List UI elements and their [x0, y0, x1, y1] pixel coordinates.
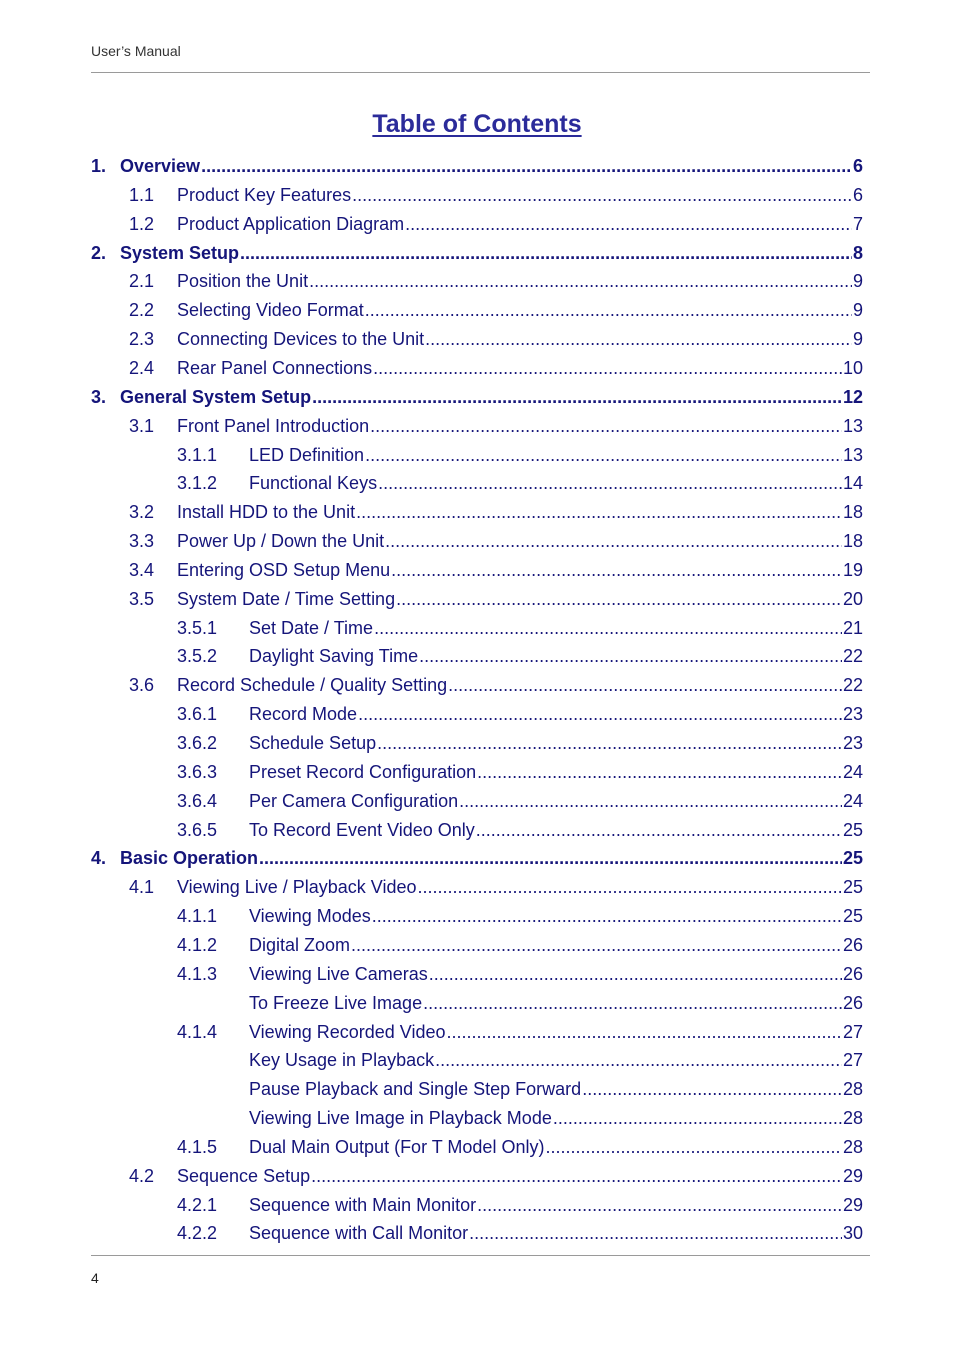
toc-entry[interactable]: [177, 1022, 863, 1050]
toc-entry-title: Daylight Saving Time: [249, 646, 419, 667]
toc-entry-number: 3.5.2: [177, 646, 218, 667]
dot-leader: [423, 993, 842, 1014]
toc-entry-number: 2.3: [129, 329, 155, 350]
page-number: 4: [91, 1270, 99, 1286]
dot-leader: [391, 560, 842, 581]
footer-rule: [91, 1255, 870, 1256]
dot-leader: [582, 1079, 842, 1100]
dot-leader: [378, 473, 842, 494]
toc-entry[interactable]: [177, 762, 863, 790]
toc-entry[interactable]: [177, 820, 863, 848]
toc-entry-page: 25: [842, 848, 863, 869]
toc-entry[interactable]: [177, 704, 863, 732]
toc-entry[interactable]: [177, 906, 863, 934]
toc-entry-title: LED Definition: [249, 444, 365, 465]
toc-entry-number: 3.1.1: [177, 444, 218, 465]
toc-entry-page: 14: [842, 473, 863, 494]
toc-entry-title: Front Panel Introduction: [177, 415, 370, 436]
toc-entry-title: Sequence Setup: [177, 1165, 311, 1186]
toc-entry-page: 22: [842, 675, 863, 696]
dot-leader: [309, 271, 852, 292]
toc-entry-page: 30: [842, 1223, 863, 1244]
toc-entry-title: Digital Zoom: [249, 934, 351, 955]
toc-entry-number: 3.3: [129, 531, 155, 552]
toc-entry-number: 4.1.5: [177, 1136, 218, 1157]
toc-entry-title: Schedule Setup: [249, 733, 377, 753]
toc-entry[interactable]: [177, 935, 863, 963]
dot-leader: [385, 531, 842, 552]
toc-entry-page: 25: [842, 877, 863, 898]
toc-entry[interactable]: [91, 156, 863, 184]
dot-leader: [469, 1223, 842, 1244]
toc-entry-number: 3.6.3: [177, 761, 218, 782]
toc-entry-title: Install HDD to the Unit: [177, 502, 356, 523]
toc-entry-number: 1.1: [129, 184, 155, 205]
toc-entry-page: 13: [842, 415, 863, 436]
toc-entry-title: Overview: [120, 156, 201, 176]
toc-entry[interactable]: [177, 1223, 863, 1251]
toc-entry-page: 28: [842, 1079, 863, 1100]
toc-entry-title: Record Schedule / Quality Setting: [177, 675, 448, 696]
toc-entry-page: 23: [842, 733, 863, 753]
toc-entry-number: 4.1.1: [177, 906, 218, 927]
dot-leader: [477, 762, 842, 783]
dot-leader: [476, 820, 842, 841]
toc-entry-title: Basic Operation: [120, 848, 259, 869]
toc-entry[interactable]: [129, 300, 863, 328]
toc-entry-number: 4.: [91, 848, 107, 869]
toc-entry-number: 3.6.2: [177, 733, 218, 753]
toc-entry-title: General System Setup: [120, 386, 312, 407]
toc-entry-page: 28: [842, 1108, 863, 1129]
dot-leader: [311, 1166, 842, 1187]
toc-entry-title: Viewing Live Cameras: [249, 963, 428, 984]
page-title: Table of Contents: [372, 110, 582, 138]
dot-leader: [356, 502, 842, 523]
toc-entry-title: Set Date / Time: [249, 617, 374, 638]
toc-entry-page: 18: [842, 531, 863, 552]
dot-leader: [370, 416, 842, 437]
toc-entry-page: 29: [842, 1194, 863, 1215]
toc-entry-number: 3.6.5: [177, 819, 218, 840]
dot-leader: [240, 243, 852, 264]
toc-entry-number: 4.2.2: [177, 1223, 218, 1244]
dot-leader: [459, 791, 842, 812]
toc-entry-page: 9: [852, 271, 863, 292]
dot-leader: [425, 329, 852, 350]
toc-entry-page: 10: [842, 357, 863, 378]
toc-entry[interactable]: [129, 589, 863, 617]
dot-leader: [351, 935, 842, 956]
toc-entry-number: 2.4: [129, 357, 155, 378]
toc-entry[interactable]: [177, 993, 863, 1021]
toc-entry-number: 4.1.4: [177, 1021, 218, 1042]
toc-entry-page: 26: [842, 992, 863, 1013]
header-rule: [91, 72, 870, 73]
toc-entry-title: Product Key Features: [177, 184, 352, 205]
toc-entry-page: 13: [842, 444, 863, 465]
toc-entry[interactable]: [177, 1108, 863, 1136]
toc-entry-title: Product Application Diagram: [177, 213, 405, 234]
dot-leader: [352, 185, 852, 206]
dot-leader: [417, 877, 841, 898]
toc-entry-title: System Setup: [120, 242, 240, 263]
toc-entry-number: 1.: [91, 156, 107, 176]
toc-entry-page: 19: [842, 559, 863, 580]
toc-entry-number: 3.5: [129, 588, 155, 609]
toc-entry[interactable]: [177, 1195, 863, 1223]
toc-entry-title: Viewing Live Image in Playback Mode: [249, 1108, 552, 1129]
toc-entry[interactable]: [177, 646, 863, 674]
dot-leader: [377, 733, 842, 754]
toc-entry[interactable]: [129, 271, 863, 299]
dot-leader: [396, 589, 842, 610]
toc-entry-number: 3.6.4: [177, 790, 218, 811]
toc-entry-page: 21: [842, 617, 863, 638]
dot-leader: [312, 387, 842, 408]
toc-entry-page: 27: [842, 1050, 863, 1071]
toc-entry-title: Preset Record Configuration: [249, 761, 477, 782]
toc-entry-title: Entering OSD Setup Menu: [177, 559, 391, 580]
dot-leader: [419, 646, 842, 667]
dot-leader: [435, 1050, 842, 1071]
toc-entry-number: 4.1.2: [177, 934, 218, 955]
toc-entry-title: Per Camera Configuration: [249, 790, 459, 811]
dot-leader: [405, 214, 852, 235]
toc-entry-page: 18: [842, 502, 863, 523]
toc-entry[interactable]: [129, 502, 863, 530]
toc-entry-page: 7: [852, 213, 863, 234]
dot-leader: [372, 906, 842, 927]
toc-entry-number: 4.2: [129, 1165, 155, 1186]
toc-entry-page: 6: [852, 184, 863, 205]
dot-leader: [374, 618, 842, 639]
toc-entry-number: 4.1.3: [177, 963, 218, 984]
toc-entry-number: 3.6.1: [177, 704, 218, 725]
toc-entry-number: 4.2.1: [177, 1194, 218, 1215]
toc-entry[interactable]: [129, 560, 863, 588]
toc-entry-title: Connecting Devices to the Unit: [177, 329, 425, 350]
toc-entry[interactable]: [129, 214, 863, 242]
toc-entry-page: 25: [842, 819, 863, 840]
toc-entry-number: 3.1.2: [177, 473, 218, 494]
toc-entry-title: Key Usage in Playback: [249, 1050, 435, 1071]
toc-entry-page: 12: [842, 386, 863, 407]
toc-entry-page: 26: [842, 934, 863, 955]
toc-entry[interactable]: [177, 445, 863, 473]
toc-entry[interactable]: [177, 1137, 863, 1165]
toc-entry-page: 9: [852, 329, 863, 350]
toc-entry-number: 4.1: [129, 877, 155, 898]
toc-entry-page: 6: [852, 156, 863, 176]
toc-entry-title: System Date / Time Setting: [177, 588, 396, 609]
toc-entry-number: 3.1: [129, 415, 155, 436]
toc-entry[interactable]: [129, 531, 863, 559]
toc-entry-page: 28: [842, 1136, 863, 1157]
toc-entry-page: 24: [842, 761, 863, 782]
toc-entry-title: Sequence with Main Monitor: [249, 1194, 477, 1215]
dot-leader: [429, 964, 842, 985]
toc-entry-page: 27: [842, 1021, 863, 1042]
toc-entry-title: Viewing Recorded Video: [249, 1021, 446, 1042]
dot-leader: [448, 675, 842, 696]
toc-entry-title: Pause Playback and Single Step Forward: [249, 1079, 582, 1100]
toc-entry[interactable]: [177, 791, 863, 819]
toc-entry-number: 3.4: [129, 559, 155, 580]
toc-entry-title: Viewing Modes: [249, 906, 371, 927]
dot-leader: [201, 156, 852, 177]
running-header: User’s Manual: [91, 43, 181, 59]
toc-entry-number: 2.1: [129, 271, 155, 292]
toc-entry-title: Rear Panel Connections: [177, 357, 373, 378]
toc-entry[interactable]: [129, 877, 863, 905]
dot-leader: [373, 358, 842, 379]
toc-entry[interactable]: [129, 185, 863, 213]
toc-entry[interactable]: [177, 1050, 863, 1078]
toc-entry-page: 29: [842, 1165, 863, 1186]
toc-entry-title: To Freeze Live Image: [249, 992, 423, 1013]
toc-entry-number: 3.2: [129, 502, 155, 523]
toc-entry[interactable]: [177, 1079, 863, 1107]
toc-entry-number: 3.5.1: [177, 617, 218, 638]
toc-entry[interactable]: [177, 473, 863, 501]
toc-entry[interactable]: [129, 1166, 863, 1194]
toc-entry-title: Viewing Live / Playback Video: [177, 877, 417, 898]
toc-entry[interactable]: [177, 618, 863, 646]
dot-leader: [365, 300, 852, 321]
toc-entry-number: 3.: [91, 386, 107, 407]
toc-entry-number: 1.2: [129, 213, 155, 234]
toc-entry-page: 24: [842, 790, 863, 811]
dot-leader: [477, 1195, 842, 1216]
toc-entry-title: To Record Event Video Only: [249, 819, 475, 840]
toc-entry-title: Dual Main Output (For T Model Only): [249, 1136, 545, 1157]
toc-entry[interactable]: [91, 387, 863, 415]
toc-entry-number: 2.2: [129, 300, 155, 321]
toc-entry-title: Functional Keys: [249, 473, 378, 494]
toc-entry-page: 9: [852, 300, 863, 321]
toc-entry-title: Selecting Video Format: [177, 300, 364, 321]
toc-entry-page: 26: [842, 963, 863, 984]
toc-entry[interactable]: [129, 329, 863, 357]
toc-entry[interactable]: [91, 848, 863, 876]
dot-leader: [358, 704, 842, 725]
dot-leader: [259, 848, 842, 869]
toc-entry[interactable]: [129, 358, 863, 386]
toc-entry[interactable]: [129, 675, 863, 703]
toc-entry[interactable]: [91, 243, 863, 271]
toc-entry-page: 25: [842, 906, 863, 927]
toc-entry-page: 8: [852, 242, 863, 263]
toc-entry-number: 2.: [91, 242, 107, 263]
dot-leader: [553, 1108, 842, 1129]
toc-entry-page: 20: [842, 588, 863, 609]
toc-entry-page: 22: [842, 646, 863, 667]
toc-entry[interactable]: [129, 416, 863, 444]
toc-entry-number: 3.6: [129, 675, 155, 696]
dot-leader: [365, 445, 842, 466]
toc-entry-title: Record Mode: [249, 704, 358, 725]
toc-entry[interactable]: [177, 964, 863, 992]
toc-entry[interactable]: [177, 733, 863, 761]
toc-entry-title: Position the Unit: [177, 271, 309, 292]
toc-entry-page: 23: [842, 704, 863, 725]
dot-leader: [446, 1022, 841, 1043]
toc-entry-title: Sequence with Call Monitor: [249, 1223, 469, 1244]
dot-leader: [545, 1137, 842, 1158]
toc-entry-title: Power Up / Down the Unit: [177, 531, 385, 552]
